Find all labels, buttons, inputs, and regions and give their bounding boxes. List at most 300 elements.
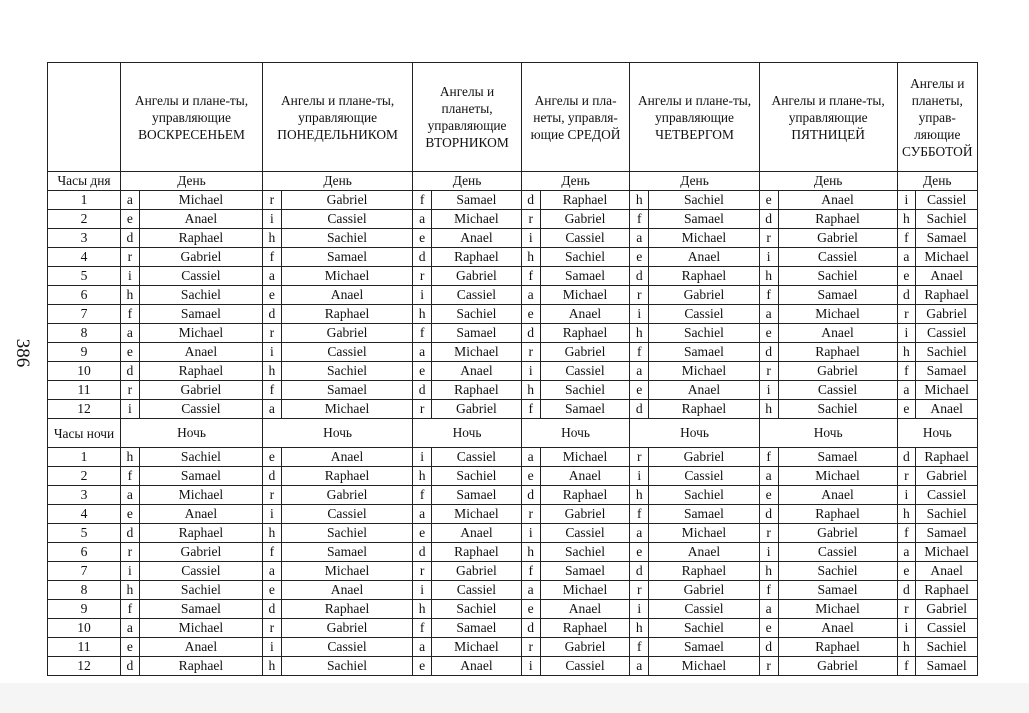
- weekday-header: Ангелы и плане-ты, управляющие ПЯТНИЦЕЙ: [759, 63, 897, 172]
- day-label: День: [521, 172, 630, 191]
- angel-name: Sachiel: [281, 524, 413, 543]
- planet-letter: d: [897, 448, 916, 467]
- angel-name: Cassiel: [139, 562, 262, 581]
- planet-letter: r: [630, 448, 649, 467]
- angel-name: Michael: [139, 619, 262, 638]
- angel-name: Gabriel: [281, 191, 413, 210]
- planet-letter: i: [759, 248, 778, 267]
- angel-name: Anael: [432, 229, 522, 248]
- planet-letter: f: [262, 248, 281, 267]
- angel-name: Raphael: [778, 638, 897, 657]
- angel-name: Michael: [778, 467, 897, 486]
- planet-letter: d: [121, 362, 140, 381]
- planet-letter: h: [413, 467, 432, 486]
- angel-name: Gabriel: [281, 619, 413, 638]
- angel-name: Michael: [649, 362, 760, 381]
- angel-name: Michael: [649, 524, 760, 543]
- planet-letter: h: [262, 362, 281, 381]
- angel-name: Anael: [649, 248, 760, 267]
- planet-letter: h: [630, 191, 649, 210]
- day-label: День: [413, 172, 522, 191]
- angel-name: Michael: [432, 343, 522, 362]
- angel-name: Sachiel: [540, 543, 630, 562]
- planet-letter: e: [897, 562, 916, 581]
- angel-name: Anael: [432, 524, 522, 543]
- hour-number: 8: [48, 324, 121, 343]
- planet-letter: r: [413, 400, 432, 419]
- hour-number: 9: [48, 600, 121, 619]
- angel-name: Cassiel: [540, 362, 630, 381]
- hour-number: 3: [48, 229, 121, 248]
- planet-letter: a: [630, 229, 649, 248]
- day-hour-row: [48, 343, 978, 362]
- angel-name: Cassiel: [281, 505, 413, 524]
- planet-letter: f: [630, 638, 649, 657]
- angel-name: Anael: [139, 210, 262, 229]
- hour-number: 9: [48, 343, 121, 362]
- planet-letter: h: [521, 381, 540, 400]
- planet-letter: r: [262, 486, 281, 505]
- planet-letter: d: [759, 505, 778, 524]
- planet-letter: a: [759, 600, 778, 619]
- planet-letter: a: [262, 562, 281, 581]
- angel-name: Sachiel: [916, 343, 978, 362]
- page-bottom-band: [0, 683, 1029, 713]
- angel-name: Gabriel: [432, 400, 522, 419]
- night-hour-row: [48, 467, 978, 486]
- planet-letter: d: [897, 581, 916, 600]
- planet-letter: h: [630, 324, 649, 343]
- hour-number: 7: [48, 305, 121, 324]
- angel-name: Gabriel: [540, 210, 630, 229]
- angel-name: Gabriel: [540, 638, 630, 657]
- planet-letter: f: [630, 210, 649, 229]
- planet-letter: e: [413, 657, 432, 676]
- night-hour-row: [48, 600, 978, 619]
- angel-name: Raphael: [649, 562, 760, 581]
- angel-name: Anael: [916, 267, 978, 286]
- planet-letter: e: [759, 619, 778, 638]
- night-label: Ночь: [413, 419, 522, 448]
- night-label: Ночь: [121, 419, 263, 448]
- planet-letter: a: [897, 543, 916, 562]
- angel-name: Raphael: [649, 400, 760, 419]
- planet-letter: r: [413, 267, 432, 286]
- angel-name: Sachiel: [916, 210, 978, 229]
- planet-letter: h: [897, 638, 916, 657]
- planet-letter: i: [521, 524, 540, 543]
- planet-letter: d: [413, 543, 432, 562]
- angel-name: Sachiel: [281, 229, 413, 248]
- day-hour-row: [48, 286, 978, 305]
- angel-name: Anael: [139, 638, 262, 657]
- night-label: Ночь: [521, 419, 630, 448]
- planet-letter: i: [897, 191, 916, 210]
- hour-number: 5: [48, 524, 121, 543]
- planet-letter: h: [121, 581, 140, 600]
- planet-letter: r: [630, 581, 649, 600]
- angel-name: Gabriel: [778, 229, 897, 248]
- angel-name: Michael: [916, 543, 978, 562]
- planet-letter: h: [897, 505, 916, 524]
- angel-name: Samael: [916, 657, 978, 676]
- planet-letter: f: [121, 467, 140, 486]
- planet-letter: r: [759, 524, 778, 543]
- angel-name: Gabriel: [281, 324, 413, 343]
- weekday-header: Ангелы и планеты, управляющие ВТОРНИКОМ: [413, 63, 522, 172]
- planet-letter: d: [262, 305, 281, 324]
- angel-name: Gabriel: [778, 657, 897, 676]
- angel-name: Cassiel: [540, 229, 630, 248]
- planet-letter: r: [262, 324, 281, 343]
- hour-number: 8: [48, 581, 121, 600]
- angel-name: Cassiel: [916, 486, 978, 505]
- hour-number: 5: [48, 267, 121, 286]
- planet-letter: a: [759, 305, 778, 324]
- angel-name: Gabriel: [916, 305, 978, 324]
- planet-letter: a: [630, 362, 649, 381]
- planet-letter: h: [413, 600, 432, 619]
- planet-letter: r: [121, 543, 140, 562]
- angel-name: Raphael: [778, 505, 897, 524]
- angel-name: Anael: [916, 400, 978, 419]
- planet-letter: h: [262, 524, 281, 543]
- planet-letter: h: [759, 267, 778, 286]
- weekday-header: Ангелы и пла-неты, управля-ющие СРЕДОЙ: [521, 63, 630, 172]
- angel-name: Cassiel: [649, 467, 760, 486]
- hour-number: 11: [48, 381, 121, 400]
- weekday-header: Ангелы и плане-ты, управляющие ВОСКРЕСЕНЬЕМ: [121, 63, 263, 172]
- angel-name: Cassiel: [540, 524, 630, 543]
- planet-letter: i: [897, 324, 916, 343]
- planet-letter: f: [521, 562, 540, 581]
- day-hour-row: [48, 362, 978, 381]
- angel-name: Samael: [778, 286, 897, 305]
- planet-letter: d: [521, 191, 540, 210]
- hour-number: 2: [48, 467, 121, 486]
- planet-letter: r: [121, 248, 140, 267]
- planet-letter: i: [521, 362, 540, 381]
- night-hour-row: [48, 486, 978, 505]
- planet-letter: e: [121, 638, 140, 657]
- angel-name: Sachiel: [778, 400, 897, 419]
- angel-name: Michael: [778, 600, 897, 619]
- planet-letter: a: [413, 210, 432, 229]
- angel-name: Gabriel: [139, 248, 262, 267]
- night-hour-row: [48, 638, 978, 657]
- planet-letter: e: [521, 467, 540, 486]
- planet-letter: r: [521, 505, 540, 524]
- day-hour-row: [48, 305, 978, 324]
- planet-letter: h: [262, 229, 281, 248]
- planet-letter: f: [262, 381, 281, 400]
- night-hour-row: [48, 543, 978, 562]
- angel-name: Raphael: [778, 343, 897, 362]
- hour-number: 6: [48, 543, 121, 562]
- angel-name: Gabriel: [649, 286, 760, 305]
- night-hour-row: [48, 448, 978, 467]
- angel-name: Anael: [778, 324, 897, 343]
- planet-letter: d: [630, 562, 649, 581]
- planet-letter: f: [413, 486, 432, 505]
- angel-name: Anael: [540, 467, 630, 486]
- planet-letter: d: [521, 486, 540, 505]
- angel-name: Sachiel: [432, 467, 522, 486]
- planet-letter: f: [897, 362, 916, 381]
- planet-letter: i: [897, 619, 916, 638]
- angel-name: Sachiel: [139, 286, 262, 305]
- angel-name: Sachiel: [432, 600, 522, 619]
- angel-name: Sachiel: [281, 657, 413, 676]
- planet-letter: d: [630, 267, 649, 286]
- planet-letter: i: [630, 600, 649, 619]
- planet-letter: h: [121, 286, 140, 305]
- angel-name: Cassiel: [778, 248, 897, 267]
- planet-letter: h: [897, 343, 916, 362]
- angel-name: Anael: [281, 581, 413, 600]
- angel-name: Raphael: [540, 324, 630, 343]
- planet-letter: e: [759, 486, 778, 505]
- planet-letter: i: [121, 562, 140, 581]
- angel-name: Gabriel: [139, 381, 262, 400]
- angel-name: Cassiel: [281, 210, 413, 229]
- angel-name: Cassiel: [281, 343, 413, 362]
- planet-letter: e: [121, 343, 140, 362]
- angel-name: Gabriel: [432, 267, 522, 286]
- planet-letter: e: [262, 581, 281, 600]
- angel-name: Samael: [649, 505, 760, 524]
- night-label: Ночь: [630, 419, 759, 448]
- weekday-header: Ангелы и плане-ты, управляющие ПОНЕДЕЛЬНИКОМ: [262, 63, 412, 172]
- angel-name: Raphael: [916, 286, 978, 305]
- planet-letter: e: [121, 210, 140, 229]
- angel-name: Anael: [139, 343, 262, 362]
- angel-name: Cassiel: [139, 400, 262, 419]
- hour-number: 3: [48, 486, 121, 505]
- planet-letter: a: [897, 248, 916, 267]
- hour-number: 4: [48, 505, 121, 524]
- angel-name: Gabriel: [540, 343, 630, 362]
- hour-number: 11: [48, 638, 121, 657]
- angel-name: Anael: [139, 505, 262, 524]
- angel-name: Michael: [778, 305, 897, 324]
- angel-name: Raphael: [139, 657, 262, 676]
- angel-name: Samael: [649, 343, 760, 362]
- angel-name: Raphael: [281, 600, 413, 619]
- angel-name: Michael: [139, 486, 262, 505]
- planet-letter: r: [413, 562, 432, 581]
- angel-name: Samael: [432, 324, 522, 343]
- angel-name: Gabriel: [649, 448, 760, 467]
- night-label: Ночь: [897, 419, 977, 448]
- day-hour-row: [48, 400, 978, 419]
- angel-name: Samael: [649, 210, 760, 229]
- angel-name: Cassiel: [778, 543, 897, 562]
- angel-name: Samael: [916, 524, 978, 543]
- planet-letter: e: [413, 229, 432, 248]
- planet-letter: d: [413, 248, 432, 267]
- planet-letter: r: [521, 343, 540, 362]
- angel-name: Anael: [649, 543, 760, 562]
- angel-name: Samael: [432, 486, 522, 505]
- angel-name: Cassiel: [916, 324, 978, 343]
- day-hour-row: [48, 229, 978, 248]
- planet-letter: e: [521, 600, 540, 619]
- planet-letter: h: [759, 400, 778, 419]
- angel-name: Gabriel: [916, 467, 978, 486]
- night-hour-row: [48, 581, 978, 600]
- angel-name: Michael: [540, 581, 630, 600]
- angel-name: Sachiel: [281, 362, 413, 381]
- angel-name: Samael: [540, 267, 630, 286]
- planet-letter: h: [630, 619, 649, 638]
- angel-name: Anael: [540, 600, 630, 619]
- planet-letter: a: [759, 467, 778, 486]
- angel-name: Michael: [649, 229, 760, 248]
- hour-number: 10: [48, 362, 121, 381]
- day-label: День: [897, 172, 977, 191]
- angel-name: Raphael: [432, 248, 522, 267]
- day-label: День: [759, 172, 897, 191]
- angel-name: Samael: [139, 600, 262, 619]
- planet-letter: h: [897, 210, 916, 229]
- angel-name: Cassiel: [778, 381, 897, 400]
- angel-name: Raphael: [281, 467, 413, 486]
- angel-name: Raphael: [540, 191, 630, 210]
- planet-letter: f: [521, 400, 540, 419]
- angel-name: Samael: [139, 467, 262, 486]
- planet-letter: h: [521, 543, 540, 562]
- hours-of-night-label: Часы ночи: [48, 419, 121, 448]
- day-label: День: [262, 172, 412, 191]
- planet-letter: i: [121, 400, 140, 419]
- angel-name: Michael: [281, 562, 413, 581]
- planet-letter: h: [262, 657, 281, 676]
- angel-name: Anael: [649, 381, 760, 400]
- planet-letter: a: [521, 448, 540, 467]
- planet-letter: d: [262, 467, 281, 486]
- planet-letter: i: [262, 210, 281, 229]
- planet-letter: r: [630, 286, 649, 305]
- planet-letter: r: [521, 638, 540, 657]
- angel-name: Raphael: [432, 543, 522, 562]
- planet-letter: a: [262, 267, 281, 286]
- planet-letter: e: [413, 362, 432, 381]
- angel-name: Anael: [281, 286, 413, 305]
- night-hour-row: [48, 524, 978, 543]
- planet-letter: d: [630, 400, 649, 419]
- planet-letter: a: [121, 191, 140, 210]
- planet-letter: r: [521, 210, 540, 229]
- planet-letter: r: [759, 362, 778, 381]
- angel-name: Sachiel: [916, 638, 978, 657]
- angel-name: Michael: [281, 400, 413, 419]
- planet-letter: d: [759, 343, 778, 362]
- hour-number: 12: [48, 400, 121, 419]
- planet-letter: f: [630, 505, 649, 524]
- angel-name: Michael: [649, 657, 760, 676]
- angel-name: Samael: [778, 581, 897, 600]
- night-label: Ночь: [759, 419, 897, 448]
- planet-letter: a: [121, 324, 140, 343]
- angel-name: Raphael: [649, 267, 760, 286]
- planet-letter: e: [121, 505, 140, 524]
- planet-letter: i: [413, 581, 432, 600]
- planet-letter: a: [521, 286, 540, 305]
- angel-name: Sachiel: [139, 448, 262, 467]
- planet-letter: f: [121, 600, 140, 619]
- day-label: День: [121, 172, 263, 191]
- planet-letter: i: [630, 305, 649, 324]
- planet-letter: d: [413, 381, 432, 400]
- page-number: 386: [12, 338, 33, 368]
- hour-number: 1: [48, 448, 121, 467]
- planet-letter: i: [413, 448, 432, 467]
- angel-name: Samael: [432, 191, 522, 210]
- planet-letter: i: [121, 267, 140, 286]
- angel-name: Michael: [281, 267, 413, 286]
- angel-name: Cassiel: [139, 267, 262, 286]
- planet-letter: f: [897, 657, 916, 676]
- planet-letter: i: [897, 486, 916, 505]
- angel-name: Cassiel: [649, 305, 760, 324]
- angel-name: Michael: [916, 248, 978, 267]
- planet-letter: a: [413, 505, 432, 524]
- hour-number: 6: [48, 286, 121, 305]
- angel-name: Sachiel: [649, 486, 760, 505]
- hour-number: 4: [48, 248, 121, 267]
- planet-letter: i: [521, 657, 540, 676]
- angel-name: Michael: [916, 381, 978, 400]
- day-hour-row: [48, 324, 978, 343]
- angel-name: Cassiel: [916, 191, 978, 210]
- planet-letter: d: [521, 619, 540, 638]
- angel-name: Samael: [281, 381, 413, 400]
- angel-name: Cassiel: [916, 619, 978, 638]
- hours-of-day-label: Часы дня: [48, 172, 121, 191]
- planet-letter: a: [121, 486, 140, 505]
- planet-letter: i: [262, 343, 281, 362]
- angel-name: Michael: [139, 324, 262, 343]
- angel-name: Gabriel: [916, 600, 978, 619]
- angel-name: Anael: [432, 362, 522, 381]
- planet-letter: e: [630, 381, 649, 400]
- planet-letter: f: [897, 524, 916, 543]
- angel-name: Raphael: [281, 305, 413, 324]
- day-hour-row: [48, 267, 978, 286]
- planet-letter: f: [413, 324, 432, 343]
- planet-letter: a: [413, 343, 432, 362]
- planet-letter: i: [262, 638, 281, 657]
- day-hour-row: [48, 248, 978, 267]
- angel-name: Samael: [540, 400, 630, 419]
- planet-letter: a: [897, 381, 916, 400]
- planet-letter: d: [121, 229, 140, 248]
- angel-name: Sachiel: [540, 381, 630, 400]
- angel-name: Michael: [540, 286, 630, 305]
- angel-name: Raphael: [139, 362, 262, 381]
- planet-letter: d: [521, 324, 540, 343]
- hour-number: 12: [48, 657, 121, 676]
- angel-name: Anael: [540, 305, 630, 324]
- planet-letter: h: [630, 486, 649, 505]
- night-hour-row: [48, 562, 978, 581]
- day-hour-row: [48, 210, 978, 229]
- planet-letter: f: [121, 305, 140, 324]
- angel-name: Sachiel: [778, 562, 897, 581]
- planet-letter: d: [759, 638, 778, 657]
- planet-letter: f: [262, 543, 281, 562]
